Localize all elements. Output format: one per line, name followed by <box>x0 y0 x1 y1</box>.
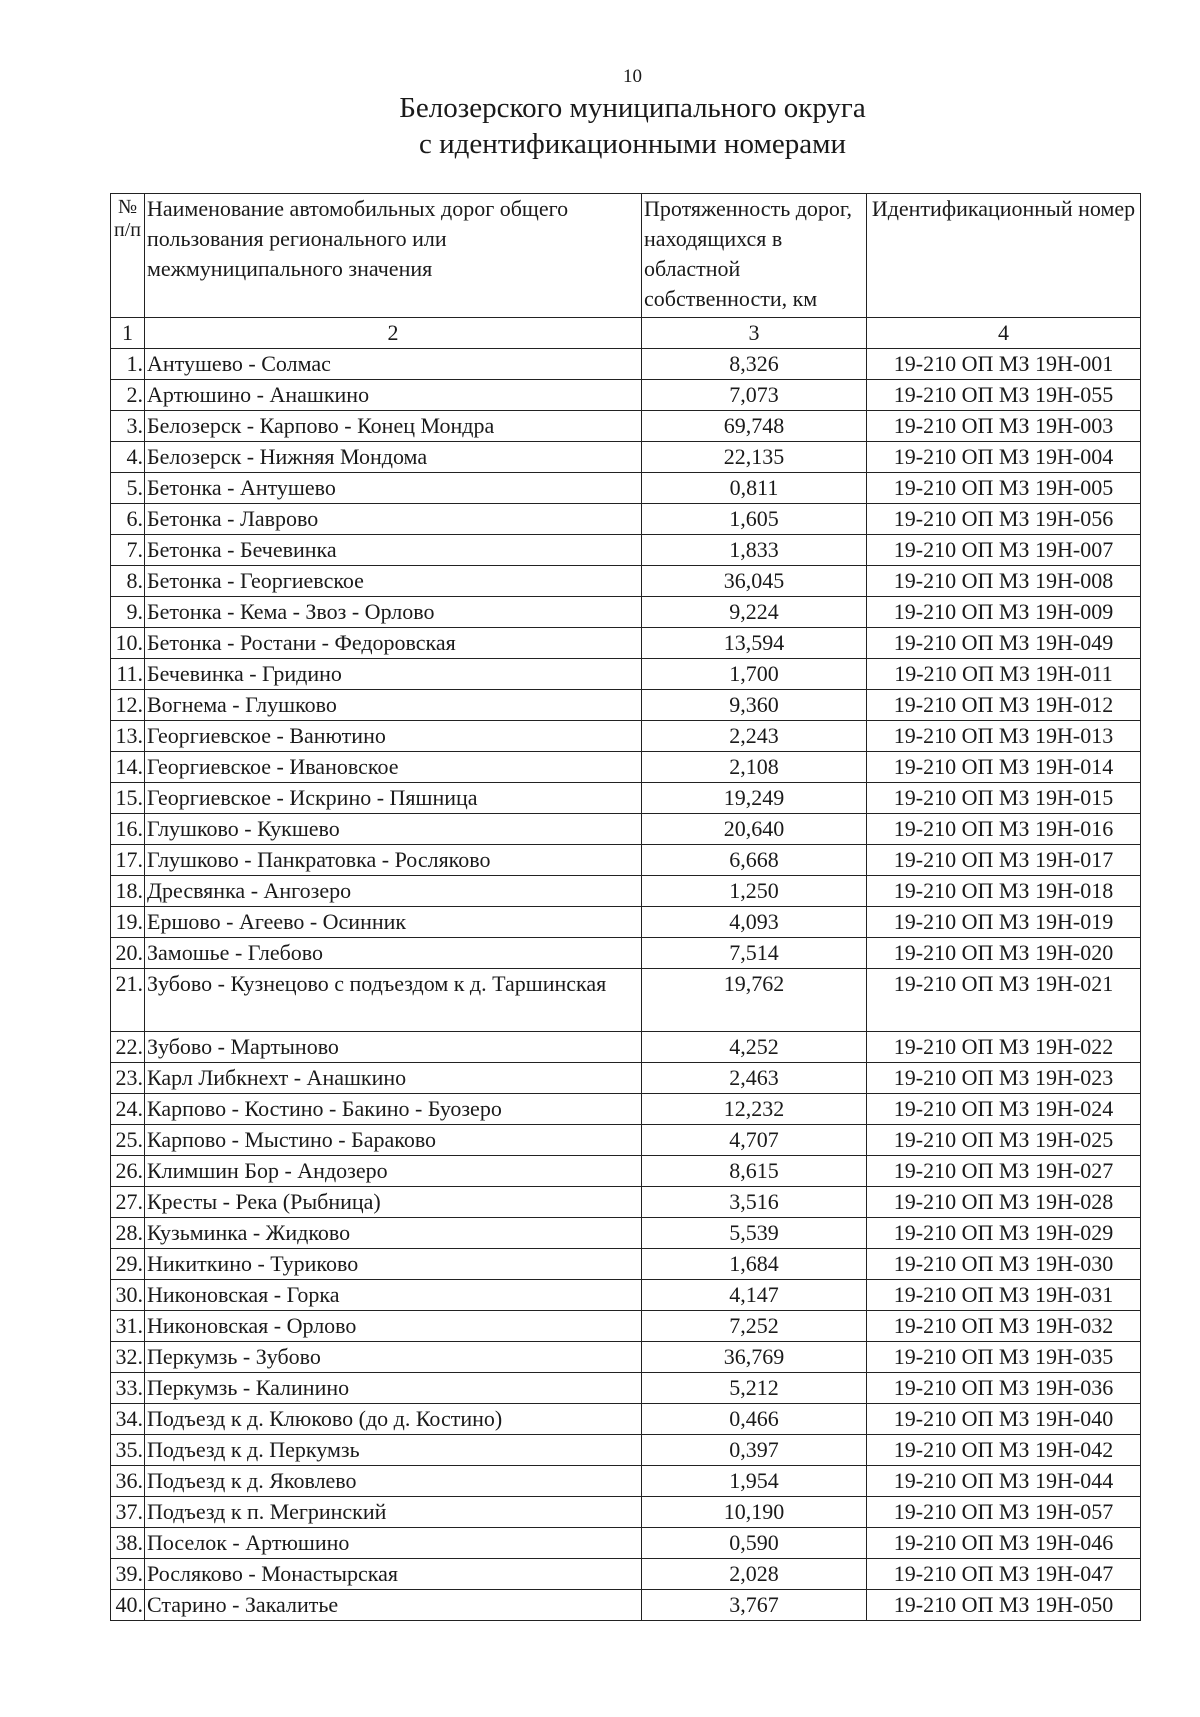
road-id: 19-210 ОП МЗ 19Н-042 <box>867 1435 1141 1466</box>
road-name: Вогнема - Глушково <box>145 690 642 721</box>
road-name: Подъезд к д. Яковлево <box>145 1466 642 1497</box>
row-number: 1. <box>111 349 145 380</box>
road-id: 19-210 ОП МЗ 19Н-020 <box>867 938 1141 969</box>
table-row <box>111 473 1141 504</box>
road-id: 19-210 ОП МЗ 19Н-025 <box>867 1125 1141 1156</box>
road-length: 1,700 <box>642 659 867 690</box>
document-title <box>0 90 1200 162</box>
road-length: 4,147 <box>642 1280 867 1311</box>
road-name: Никоновская - Орлово <box>145 1311 642 1342</box>
row-number: 21. <box>111 969 145 1032</box>
row-number: 4. <box>111 442 145 473</box>
row-number: 36. <box>111 1466 145 1497</box>
road-length: 20,640 <box>642 814 867 845</box>
road-name: Карпово - Мыстино - Бараково <box>145 1125 642 1156</box>
table-row <box>111 1342 1141 1373</box>
road-name: Бетонка - Ростани - Федоровская <box>145 628 642 659</box>
header-name: Наименование автомобильных дорог общего пользования регионального или межмуниципального значения <box>145 194 642 318</box>
road-length: 8,615 <box>642 1156 867 1187</box>
road-length: 22,135 <box>642 442 867 473</box>
table-row <box>111 721 1141 752</box>
road-length: 4,707 <box>642 1125 867 1156</box>
road-length: 0,466 <box>642 1404 867 1435</box>
table-row <box>111 442 1141 473</box>
header-num: № п/п <box>111 194 145 318</box>
road-name: Никоновская - Горка <box>145 1280 642 1311</box>
road-length: 0,811 <box>642 473 867 504</box>
road-name: Старино - Закалитье <box>145 1590 642 1621</box>
road-id: 19-210 ОП МЗ 19Н-015 <box>867 783 1141 814</box>
road-id: 19-210 ОП МЗ 19Н-024 <box>867 1094 1141 1125</box>
road-length: 1,954 <box>642 1466 867 1497</box>
road-length: 7,252 <box>642 1311 867 1342</box>
title-line-2: с идентификационными номерами <box>419 128 846 160</box>
road-length: 7,514 <box>642 938 867 969</box>
road-name: Глушково - Панкратовка - Росляково <box>145 845 642 876</box>
row-number: 37. <box>111 1497 145 1528</box>
column-number-row <box>111 318 1141 349</box>
row-number: 5. <box>111 473 145 504</box>
column-number: 2 <box>145 318 642 349</box>
road-length: 4,093 <box>642 907 867 938</box>
table-row <box>111 1559 1141 1590</box>
table-row <box>111 1032 1141 1063</box>
road-length: 2,108 <box>642 752 867 783</box>
road-length: 6,668 <box>642 845 867 876</box>
road-length: 19,249 <box>642 783 867 814</box>
table-row <box>111 752 1141 783</box>
column-number: 3 <box>642 318 867 349</box>
road-id: 19-210 ОП МЗ 19Н-032 <box>867 1311 1141 1342</box>
road-id: 19-210 ОП МЗ 19Н-022 <box>867 1032 1141 1063</box>
table-row <box>111 1497 1141 1528</box>
table-row <box>111 380 1141 411</box>
road-id: 19-210 ОП МЗ 19Н-029 <box>867 1218 1141 1249</box>
road-name: Зубово - Мартыново <box>145 1032 642 1063</box>
road-name: Артюшино - Анашкино <box>145 380 642 411</box>
road-id: 19-210 ОП МЗ 19Н-047 <box>867 1559 1141 1590</box>
road-length: 9,360 <box>642 690 867 721</box>
row-number: 2. <box>111 380 145 411</box>
road-id: 19-210 ОП МЗ 19Н-057 <box>867 1497 1141 1528</box>
table-row <box>111 411 1141 442</box>
road-length: 0,397 <box>642 1435 867 1466</box>
table-row <box>111 969 1141 1032</box>
road-name: Перкумзь - Зубово <box>145 1342 642 1373</box>
column-number: 4 <box>867 318 1141 349</box>
row-number: 25. <box>111 1125 145 1156</box>
road-id: 19-210 ОП МЗ 19Н-031 <box>867 1280 1141 1311</box>
table-row <box>111 628 1141 659</box>
road-id: 19-210 ОП МЗ 19Н-049 <box>867 628 1141 659</box>
row-number: 12. <box>111 690 145 721</box>
road-id: 19-210 ОП МЗ 19Н-044 <box>867 1466 1141 1497</box>
row-number: 8. <box>111 566 145 597</box>
road-length: 0,590 <box>642 1528 867 1559</box>
road-length: 5,212 <box>642 1373 867 1404</box>
road-length: 36,045 <box>642 566 867 597</box>
row-number: 17. <box>111 845 145 876</box>
road-length: 1,605 <box>642 504 867 535</box>
header-length: Протяженность дорог, находящихся в областной собственности, км <box>642 194 867 318</box>
row-number: 16. <box>111 814 145 845</box>
row-number: 23. <box>111 1063 145 1094</box>
road-length: 8,326 <box>642 349 867 380</box>
table-row <box>111 907 1141 938</box>
row-number: 19. <box>111 907 145 938</box>
page-number: 10 <box>623 66 642 87</box>
road-name: Перкумзь - Калинино <box>145 1373 642 1404</box>
road-id: 19-210 ОП МЗ 19Н-036 <box>867 1373 1141 1404</box>
row-number: 14. <box>111 752 145 783</box>
road-length: 1,684 <box>642 1249 867 1280</box>
row-number: 35. <box>111 1435 145 1466</box>
road-length: 2,028 <box>642 1559 867 1590</box>
road-id: 19-210 ОП МЗ 19Н-040 <box>867 1404 1141 1435</box>
table-row <box>111 1218 1141 1249</box>
road-id: 19-210 ОП МЗ 19Н-055 <box>867 380 1141 411</box>
road-length: 12,232 <box>642 1094 867 1125</box>
road-id: 19-210 ОП МЗ 19Н-018 <box>867 876 1141 907</box>
row-number: 6. <box>111 504 145 535</box>
row-number: 20. <box>111 938 145 969</box>
road-name: Антушево - Солмас <box>145 349 642 380</box>
road-id: 19-210 ОП МЗ 19Н-013 <box>867 721 1141 752</box>
road-id: 19-210 ОП МЗ 19Н-035 <box>867 1342 1141 1373</box>
road-name: Дресвянка - Ангозеро <box>145 876 642 907</box>
table-row <box>111 1404 1141 1435</box>
row-number: 40. <box>111 1590 145 1621</box>
row-number: 3. <box>111 411 145 442</box>
column-number: 1 <box>111 318 145 349</box>
row-number: 32. <box>111 1342 145 1373</box>
road-name: Росляково - Монастырская <box>145 1559 642 1590</box>
road-name: Бетонка - Георгиевское <box>145 566 642 597</box>
table-row <box>111 659 1141 690</box>
road-length: 3,516 <box>642 1187 867 1218</box>
table-row <box>111 1373 1141 1404</box>
road-name: Бетонка - Лаврово <box>145 504 642 535</box>
table-row <box>111 349 1141 380</box>
road-length: 5,539 <box>642 1218 867 1249</box>
table-row <box>111 783 1141 814</box>
row-number: 39. <box>111 1559 145 1590</box>
road-name: Кресты - Река (Рыбница) <box>145 1187 642 1218</box>
road-length: 4,252 <box>642 1032 867 1063</box>
row-number: 11. <box>111 659 145 690</box>
road-id: 19-210 ОП МЗ 19Н-046 <box>867 1528 1141 1559</box>
road-id: 19-210 ОП МЗ 19Н-050 <box>867 1590 1141 1621</box>
road-id: 19-210 ОП МЗ 19Н-019 <box>867 907 1141 938</box>
table-row <box>111 504 1141 535</box>
road-length: 19,762 <box>642 969 867 1032</box>
row-number: 9. <box>111 597 145 628</box>
table-row <box>111 1187 1141 1218</box>
road-name: Белозерск - Карпово - Конец Мондра <box>145 411 642 442</box>
roads-table <box>110 193 1141 1621</box>
table-row <box>111 1156 1141 1187</box>
road-name: Бетонка - Бечевинка <box>145 535 642 566</box>
title-line-1: Белозерского муниципального округа <box>399 92 866 124</box>
table-row <box>111 1063 1141 1094</box>
road-length: 1,833 <box>642 535 867 566</box>
road-id: 19-210 ОП МЗ 19Н-003 <box>867 411 1141 442</box>
road-name: Карпово - Костино - Бакино - Буозеро <box>145 1094 642 1125</box>
road-id: 19-210 ОП МЗ 19Н-007 <box>867 535 1141 566</box>
table-row <box>111 1466 1141 1497</box>
road-id: 19-210 ОП МЗ 19Н-016 <box>867 814 1141 845</box>
road-id: 19-210 ОП МЗ 19Н-008 <box>867 566 1141 597</box>
road-id: 19-210 ОП МЗ 19Н-028 <box>867 1187 1141 1218</box>
road-name: Карл Либкнехт - Анашкино <box>145 1063 642 1094</box>
row-number: 34. <box>111 1404 145 1435</box>
road-name: Бечевинка - Гридино <box>145 659 642 690</box>
row-number: 22. <box>111 1032 145 1063</box>
road-length: 3,767 <box>642 1590 867 1621</box>
road-name: Бетонка - Антушево <box>145 473 642 504</box>
road-id: 19-210 ОП МЗ 19Н-004 <box>867 442 1141 473</box>
row-number: 24. <box>111 1094 145 1125</box>
table-header-row <box>111 194 1141 318</box>
table-row <box>111 566 1141 597</box>
row-number: 28. <box>111 1218 145 1249</box>
road-id: 19-210 ОП МЗ 19Н-056 <box>867 504 1141 535</box>
road-name: Климшин Бор - Андозеро <box>145 1156 642 1187</box>
table-row <box>111 814 1141 845</box>
road-length: 9,224 <box>642 597 867 628</box>
road-name: Кузьминка - Жидково <box>145 1218 642 1249</box>
road-id: 19-210 ОП МЗ 19Н-030 <box>867 1249 1141 1280</box>
road-length: 36,769 <box>642 1342 867 1373</box>
road-id: 19-210 ОП МЗ 19Н-009 <box>867 597 1141 628</box>
road-length: 2,463 <box>642 1063 867 1094</box>
road-name: Белозерск - Нижняя Мондома <box>145 442 642 473</box>
table-row <box>111 690 1141 721</box>
road-id: 19-210 ОП МЗ 19Н-014 <box>867 752 1141 783</box>
row-number: 27. <box>111 1187 145 1218</box>
road-name: Георгиевское - Ванютино <box>145 721 642 752</box>
row-number: 13. <box>111 721 145 752</box>
row-number: 15. <box>111 783 145 814</box>
road-id: 19-210 ОП МЗ 19Н-011 <box>867 659 1141 690</box>
road-length: 7,073 <box>642 380 867 411</box>
road-id: 19-210 ОП МЗ 19Н-005 <box>867 473 1141 504</box>
row-number: 38. <box>111 1528 145 1559</box>
row-number: 26. <box>111 1156 145 1187</box>
row-number: 31. <box>111 1311 145 1342</box>
road-name: Георгиевское - Ивановское <box>145 752 642 783</box>
table-row <box>111 938 1141 969</box>
road-id: 19-210 ОП МЗ 19Н-001 <box>867 349 1141 380</box>
row-number: 7. <box>111 535 145 566</box>
road-length: 13,594 <box>642 628 867 659</box>
road-id: 19-210 ОП МЗ 19Н-023 <box>867 1063 1141 1094</box>
road-name: Подъезд к п. Мегринский <box>145 1497 642 1528</box>
road-length: 1,250 <box>642 876 867 907</box>
road-length: 2,243 <box>642 721 867 752</box>
row-number: 30. <box>111 1280 145 1311</box>
row-number: 33. <box>111 1373 145 1404</box>
table-row <box>111 597 1141 628</box>
road-name: Глушково - Кукшево <box>145 814 642 845</box>
table-row <box>111 1280 1141 1311</box>
road-name: Подъезд к д. Перкумзь <box>145 1435 642 1466</box>
road-name: Подъезд к д. Клюково (до д. Костино) <box>145 1404 642 1435</box>
row-number: 29. <box>111 1249 145 1280</box>
row-number: 18. <box>111 876 145 907</box>
table-row <box>111 1311 1141 1342</box>
table-row <box>111 1094 1141 1125</box>
table-row <box>111 1590 1141 1621</box>
road-name: Никиткино - Туриково <box>145 1249 642 1280</box>
road-id: 19-210 ОП МЗ 19Н-027 <box>867 1156 1141 1187</box>
road-name: Ершово - Агеево - Осинник <box>145 907 642 938</box>
road-name: Бетонка - Кема - Звоз - Орлово <box>145 597 642 628</box>
road-id: 19-210 ОП МЗ 19Н-017 <box>867 845 1141 876</box>
road-name: Георгиевское - Искрино - Пяшница <box>145 783 642 814</box>
table-row <box>111 535 1141 566</box>
row-number: 10. <box>111 628 145 659</box>
table-row <box>111 1249 1141 1280</box>
table-row <box>111 845 1141 876</box>
table-row <box>111 1528 1141 1559</box>
road-name: Поселок - Артюшино <box>145 1528 642 1559</box>
road-length: 69,748 <box>642 411 867 442</box>
road-name: Замошье - Глебово <box>145 938 642 969</box>
road-id: 19-210 ОП МЗ 19Н-021 <box>867 969 1141 1032</box>
road-name: Зубово - Кузнецово с подъездом к д. Таршинская <box>145 969 642 1032</box>
road-length: 10,190 <box>642 1497 867 1528</box>
road-id: 19-210 ОП МЗ 19Н-012 <box>867 690 1141 721</box>
table-row <box>111 876 1141 907</box>
table-row <box>111 1435 1141 1466</box>
header-id: Идентификационный номер <box>867 194 1141 318</box>
table-row <box>111 1125 1141 1156</box>
